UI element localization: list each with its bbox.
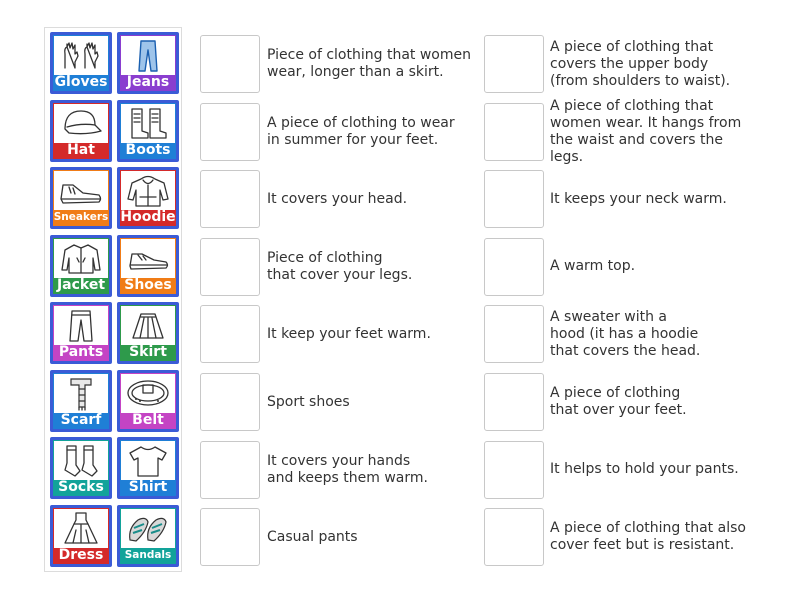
clue-text-right-4: A warm top. bbox=[550, 258, 636, 275]
clue-text-left-6: Sport shoes bbox=[267, 393, 350, 410]
tile-label: Hat bbox=[67, 141, 95, 158]
tile-gloves[interactable] bbox=[50, 32, 112, 94]
drop-slot-left-4[interactable] bbox=[200, 238, 260, 296]
tile-label: Hoodie bbox=[120, 209, 176, 225]
drop-slot-right-4[interactable] bbox=[484, 238, 544, 296]
tile-shoes[interactable] bbox=[117, 235, 179, 297]
drop-slot-left-3[interactable] bbox=[200, 170, 260, 228]
drop-slot-right-5[interactable] bbox=[484, 305, 544, 363]
tile-label: Shoes bbox=[124, 276, 172, 293]
belt-icon bbox=[121, 374, 175, 413]
clue-text-left-2: A piece of clothing to wear in summer for your feet. bbox=[267, 114, 455, 148]
drop-slot-right-3[interactable] bbox=[484, 170, 544, 228]
tile-shirt[interactable] bbox=[117, 437, 179, 499]
drop-slot-left-2[interactable] bbox=[200, 103, 260, 161]
sandals-icon bbox=[121, 509, 175, 548]
clue-text-left-3: It covers your head. bbox=[267, 190, 408, 207]
clue-text-left-4: Piece of clothing that cover your legs. bbox=[267, 249, 413, 283]
boots-icon bbox=[121, 104, 175, 143]
tile-label: Belt bbox=[132, 411, 164, 428]
tile-label: Pants bbox=[58, 344, 104, 360]
clue-text-left-8: Casual pants bbox=[267, 528, 358, 545]
drop-slot-right-1[interactable] bbox=[484, 35, 544, 93]
sneakers-icon bbox=[54, 171, 108, 210]
tile-label: Gloves bbox=[54, 74, 108, 90]
clue-text-right-7: It helps to hold your pants. bbox=[550, 461, 739, 478]
clue-text-right-1: A piece of clothing that covers the upper body (from shoulders to waist). bbox=[550, 38, 731, 89]
tile-label: Scarf bbox=[60, 411, 102, 428]
tile-socks[interactable] bbox=[50, 437, 112, 499]
tile-scarf[interactable] bbox=[50, 370, 112, 432]
drop-slot-right-8[interactable] bbox=[484, 508, 544, 566]
tile-skirt[interactable] bbox=[117, 302, 179, 364]
clue-text-right-8: A piece of clothing that also cover feet but is resistant. bbox=[550, 520, 746, 554]
gloves-icon bbox=[54, 36, 108, 75]
drop-slot-left-8[interactable] bbox=[200, 508, 260, 566]
drop-slot-left-1[interactable] bbox=[200, 35, 260, 93]
dress-icon bbox=[54, 509, 108, 548]
shoes-icon bbox=[121, 239, 175, 278]
drop-slot-left-6[interactable] bbox=[200, 373, 260, 431]
tile-jacket[interactable] bbox=[50, 235, 112, 297]
drop-slot-right-2[interactable] bbox=[484, 103, 544, 161]
tile-pants[interactable] bbox=[50, 302, 112, 364]
drop-slot-left-5[interactable] bbox=[200, 305, 260, 363]
tile-label: Jeans bbox=[126, 74, 170, 90]
tile-belt[interactable] bbox=[117, 370, 179, 432]
hat-icon bbox=[54, 104, 108, 143]
tile-label: Shirt bbox=[128, 479, 168, 495]
clue-text-right-2: A piece of clothing that women wear. It hangs from the waist and covers the legs. bbox=[550, 97, 742, 165]
tile-label: Sandals bbox=[124, 548, 172, 561]
tile-label: Socks bbox=[58, 479, 104, 495]
pants-icon bbox=[54, 306, 108, 345]
word-bank bbox=[44, 27, 182, 572]
scarf-icon bbox=[54, 374, 108, 413]
clue-text-left-7: It covers your hands and keeps them warm. bbox=[267, 452, 428, 486]
tile-label: Dress bbox=[58, 546, 104, 563]
clue-text-left-1: Piece of clothing that women wear, longer than a skirt. bbox=[267, 47, 471, 80]
tile-label: Jacket bbox=[56, 276, 106, 293]
clue-text-right-5: A sweater with a hood (it has a hoodie that covers the head. bbox=[550, 308, 701, 359]
clue-text-left-5: It keep your feet warm. bbox=[267, 325, 431, 342]
drop-slot-right-6[interactable] bbox=[484, 373, 544, 431]
tile-dress[interactable] bbox=[50, 505, 112, 567]
jeans-icon bbox=[121, 36, 175, 75]
tile-label: Sneakers bbox=[53, 211, 109, 223]
tile-sandals[interactable] bbox=[117, 505, 179, 567]
tile-hat[interactable] bbox=[50, 100, 112, 162]
shirt-icon bbox=[121, 441, 175, 480]
tile-sneakers[interactable] bbox=[50, 167, 112, 229]
drop-slot-right-7[interactable] bbox=[484, 441, 544, 499]
tile-label: Boots bbox=[125, 141, 171, 158]
socks-icon bbox=[54, 441, 108, 480]
clue-text-right-3: It keeps your neck warm. bbox=[550, 190, 727, 207]
hoodie-icon bbox=[121, 171, 175, 210]
tile-boots[interactable] bbox=[117, 100, 179, 162]
skirt-icon bbox=[121, 306, 175, 345]
drop-slot-left-7[interactable] bbox=[200, 441, 260, 499]
tile-jeans[interactable] bbox=[117, 32, 179, 94]
tile-hoodie[interactable] bbox=[117, 167, 179, 229]
jacket-icon bbox=[54, 239, 108, 278]
clue-text-right-6: A piece of clothing that over your feet. bbox=[550, 385, 687, 418]
tile-label: Skirt bbox=[129, 344, 167, 360]
